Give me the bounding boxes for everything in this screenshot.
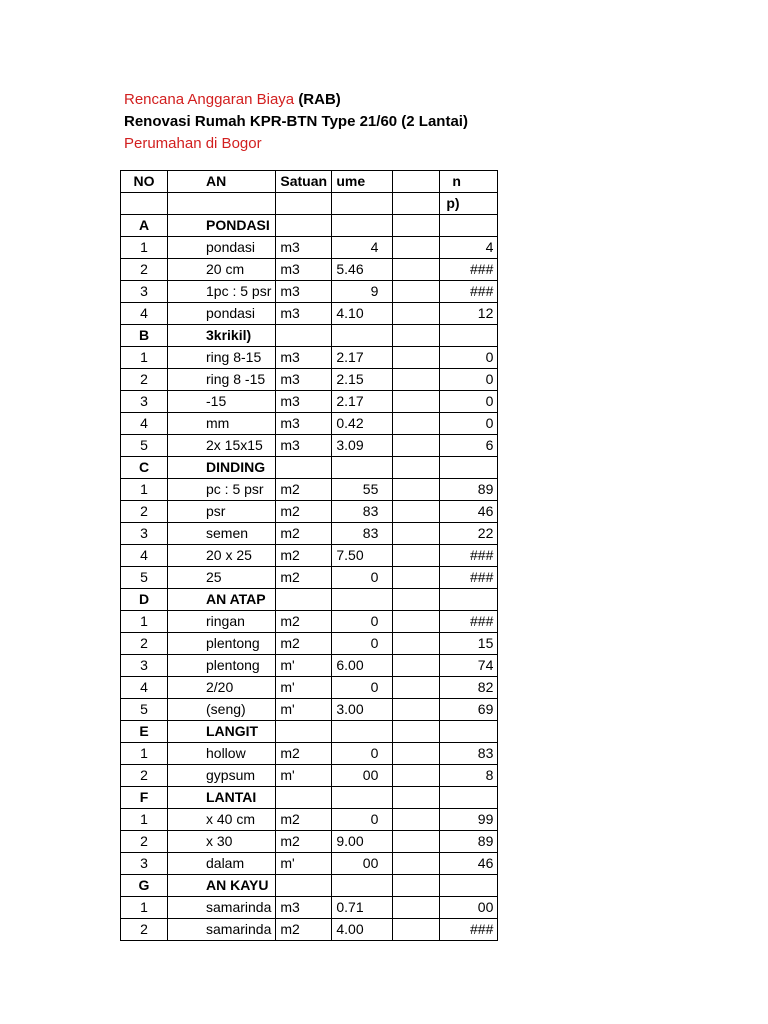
- cell-no: 1: [121, 743, 168, 765]
- cell-price: [393, 413, 440, 435]
- cell-unit: m3: [276, 237, 332, 259]
- cell-item: ring 8 -15: [168, 369, 276, 391]
- cell-total: ###: [440, 611, 498, 633]
- cell-no: 1: [121, 479, 168, 501]
- cell-no: D: [121, 589, 168, 611]
- cell-no: G: [121, 875, 168, 897]
- cell-volume: 00: [332, 853, 393, 875]
- col-header-total: n: [440, 171, 498, 193]
- table-row: [121, 347, 498, 369]
- cell-unit: m': [276, 765, 332, 787]
- cell-no: B: [121, 325, 168, 347]
- cell-unit: [276, 457, 332, 479]
- cell-total: 99: [440, 809, 498, 831]
- cell-no: 5: [121, 699, 168, 721]
- cell-item: PONDASI: [168, 215, 276, 237]
- cell-price: [393, 479, 440, 501]
- cell-total: 15: [440, 633, 498, 655]
- cell-unit: [276, 875, 332, 897]
- col-header-price: [393, 171, 440, 193]
- cell-item: hollow: [168, 743, 276, 765]
- cell-item: ring 8-15: [168, 347, 276, 369]
- cell-price: [393, 677, 440, 699]
- cell-unit: m3: [276, 369, 332, 391]
- subheader-cell: [393, 193, 440, 215]
- cell-total: 82: [440, 677, 498, 699]
- cell-total: [440, 787, 498, 809]
- cell-item: semen: [168, 523, 276, 545]
- cell-no: 4: [121, 545, 168, 567]
- location: Perumahan di Bogor: [124, 135, 262, 152]
- cell-volume: 2.17: [332, 347, 393, 369]
- cell-total: 0: [440, 347, 498, 369]
- table-row: [121, 303, 498, 325]
- table-subheader-row: [121, 193, 498, 215]
- table-row: [121, 237, 498, 259]
- table-row: [121, 655, 498, 677]
- cell-no: 3: [121, 523, 168, 545]
- cell-total: [440, 589, 498, 611]
- title-text: Rencana Anggaran Biaya: [124, 91, 295, 108]
- cell-item: x 40 cm: [168, 809, 276, 831]
- cell-total: 4: [440, 237, 498, 259]
- cell-item: mm: [168, 413, 276, 435]
- cell-total: ###: [440, 259, 498, 281]
- cell-price: [393, 281, 440, 303]
- cell-no: 5: [121, 567, 168, 589]
- table-row: [121, 501, 498, 523]
- cell-price: [393, 699, 440, 721]
- cell-volume: 55: [332, 479, 393, 501]
- cell-price: [393, 809, 440, 831]
- cell-total: 89: [440, 479, 498, 501]
- cell-volume: 3.09: [332, 435, 393, 457]
- col-header-no: NO: [121, 171, 168, 193]
- cell-unit: m3: [276, 347, 332, 369]
- subtitle: Renovasi Rumah KPR-BTN Type 21/60 (2 Lantai): [124, 113, 468, 130]
- table-row: [121, 545, 498, 567]
- cell-total: ###: [440, 545, 498, 567]
- cell-price: [393, 325, 440, 347]
- table-row: [121, 897, 498, 919]
- document-header: [124, 89, 468, 155]
- cell-no: 3: [121, 655, 168, 677]
- cell-volume: 9: [332, 281, 393, 303]
- cell-volume: [332, 215, 393, 237]
- cell-unit: m3: [276, 303, 332, 325]
- cell-item: AN ATAP: [168, 589, 276, 611]
- cell-total: 6: [440, 435, 498, 457]
- cell-volume: [332, 457, 393, 479]
- cell-no: 1: [121, 347, 168, 369]
- cell-price: [393, 853, 440, 875]
- table-row: [121, 633, 498, 655]
- cell-item: -15: [168, 391, 276, 413]
- cell-volume: 0.71: [332, 897, 393, 919]
- cell-volume: 5.46: [332, 259, 393, 281]
- cell-price: [393, 611, 440, 633]
- table-row: [121, 677, 498, 699]
- cell-price: [393, 567, 440, 589]
- cell-volume: 0: [332, 677, 393, 699]
- cell-no: 1: [121, 237, 168, 259]
- cell-price: [393, 369, 440, 391]
- cell-no: 4: [121, 413, 168, 435]
- cell-unit: [276, 325, 332, 347]
- cell-total: 74: [440, 655, 498, 677]
- cell-price: [393, 721, 440, 743]
- cell-unit: [276, 215, 332, 237]
- cell-item: 20 cm: [168, 259, 276, 281]
- title-line: [124, 89, 468, 111]
- subheader-cell: p): [440, 193, 498, 215]
- cell-price: [393, 655, 440, 677]
- section-row: [121, 325, 498, 347]
- cell-unit: m3: [276, 435, 332, 457]
- cell-volume: 2.17: [332, 391, 393, 413]
- cell-price: [393, 259, 440, 281]
- cell-unit: [276, 721, 332, 743]
- subheader-cell: [168, 193, 276, 215]
- cell-volume: 0.42: [332, 413, 393, 435]
- table-row: [121, 699, 498, 721]
- cell-no: E: [121, 721, 168, 743]
- cell-no: 2: [121, 501, 168, 523]
- cell-item: 3krikil): [168, 325, 276, 347]
- cell-price: [393, 391, 440, 413]
- table-row: [121, 611, 498, 633]
- cell-volume: 9.00: [332, 831, 393, 853]
- cell-no: 3: [121, 391, 168, 413]
- cell-price: [393, 501, 440, 523]
- col-header-unit: Satuan: [276, 171, 332, 193]
- cell-item: psr: [168, 501, 276, 523]
- cell-volume: 4.10: [332, 303, 393, 325]
- cell-unit: [276, 589, 332, 611]
- cell-item: x 30: [168, 831, 276, 853]
- cell-item: 2/20: [168, 677, 276, 699]
- cell-no: 4: [121, 677, 168, 699]
- cell-no: 2: [121, 765, 168, 787]
- cell-total: [440, 721, 498, 743]
- cell-item: samarinda: [168, 897, 276, 919]
- cell-total: 00: [440, 897, 498, 919]
- cell-price: [393, 743, 440, 765]
- cell-volume: 83: [332, 523, 393, 545]
- cell-no: 2: [121, 633, 168, 655]
- cell-no: 5: [121, 435, 168, 457]
- cell-total: 22: [440, 523, 498, 545]
- cell-no: 1: [121, 809, 168, 831]
- cell-volume: 0: [332, 567, 393, 589]
- cell-unit: m2: [276, 809, 332, 831]
- cell-unit: m2: [276, 611, 332, 633]
- cell-unit: m2: [276, 501, 332, 523]
- cell-unit: m2: [276, 919, 332, 941]
- table-row: [121, 281, 498, 303]
- cell-price: [393, 215, 440, 237]
- table-row: [121, 853, 498, 875]
- cell-item: 20 x 25: [168, 545, 276, 567]
- cell-no: 3: [121, 281, 168, 303]
- cell-unit: m': [276, 677, 332, 699]
- cell-volume: [332, 787, 393, 809]
- col-header-volume: ume: [332, 171, 393, 193]
- cell-total: 12: [440, 303, 498, 325]
- table-row: [121, 765, 498, 787]
- cell-volume: 0: [332, 611, 393, 633]
- cell-volume: 2.15: [332, 369, 393, 391]
- col-header-item: AN: [168, 171, 276, 193]
- table-row: [121, 831, 498, 853]
- cell-item: samarinda: [168, 919, 276, 941]
- cell-unit: m': [276, 655, 332, 677]
- cell-item: 2x 15x15: [168, 435, 276, 457]
- cell-item: pc : 5 psr: [168, 479, 276, 501]
- cell-total: 89: [440, 831, 498, 853]
- section-row: [121, 721, 498, 743]
- cell-unit: m3: [276, 391, 332, 413]
- cell-total: 0: [440, 413, 498, 435]
- cell-unit: m3: [276, 897, 332, 919]
- cell-volume: 7.50: [332, 545, 393, 567]
- section-row: [121, 215, 498, 237]
- cell-total: 83: [440, 743, 498, 765]
- cell-total: ###: [440, 567, 498, 589]
- table-row: [121, 523, 498, 545]
- table-row: [121, 369, 498, 391]
- cell-price: [393, 897, 440, 919]
- table-row: [121, 743, 498, 765]
- cell-no: 1: [121, 897, 168, 919]
- cell-volume: 0: [332, 743, 393, 765]
- cell-price: [393, 523, 440, 545]
- cell-total: ###: [440, 919, 498, 941]
- cell-item: 1pc : 5 psr: [168, 281, 276, 303]
- title-abbrev: (RAB): [298, 91, 341, 108]
- cell-price: [393, 787, 440, 809]
- table-row: [121, 809, 498, 831]
- cell-total: 0: [440, 369, 498, 391]
- budget-table: [120, 170, 498, 941]
- cell-volume: 4: [332, 237, 393, 259]
- cell-total: ###: [440, 281, 498, 303]
- cell-item: ringan: [168, 611, 276, 633]
- cell-item: pondasi: [168, 303, 276, 325]
- cell-volume: [332, 589, 393, 611]
- cell-price: [393, 303, 440, 325]
- cell-price: [393, 589, 440, 611]
- cell-price: [393, 237, 440, 259]
- cell-no: 2: [121, 919, 168, 941]
- table-row: [121, 479, 498, 501]
- cell-total: 46: [440, 853, 498, 875]
- cell-volume: 3.00: [332, 699, 393, 721]
- cell-unit: m': [276, 699, 332, 721]
- section-row: [121, 875, 498, 897]
- cell-no: F: [121, 787, 168, 809]
- table-row: [121, 413, 498, 435]
- cell-unit: m2: [276, 633, 332, 655]
- cell-unit: m': [276, 853, 332, 875]
- cell-item: (seng): [168, 699, 276, 721]
- cell-item: DINDING: [168, 457, 276, 479]
- cell-unit: [276, 787, 332, 809]
- cell-no: 1: [121, 611, 168, 633]
- cell-total: [440, 325, 498, 347]
- section-row: [121, 457, 498, 479]
- cell-volume: 83: [332, 501, 393, 523]
- cell-item: 25: [168, 567, 276, 589]
- cell-volume: 00: [332, 765, 393, 787]
- table-row: [121, 919, 498, 941]
- cell-unit: m2: [276, 479, 332, 501]
- cell-no: A: [121, 215, 168, 237]
- cell-price: [393, 765, 440, 787]
- cell-unit: m2: [276, 545, 332, 567]
- table-row: [121, 259, 498, 281]
- cell-volume: [332, 721, 393, 743]
- cell-item: LANGIT: [168, 721, 276, 743]
- cell-no: 2: [121, 259, 168, 281]
- cell-volume: 6.00: [332, 655, 393, 677]
- cell-total: [440, 457, 498, 479]
- cell-price: [393, 545, 440, 567]
- subheader-cell: [276, 193, 332, 215]
- cell-price: [393, 435, 440, 457]
- cell-no: 3: [121, 853, 168, 875]
- cell-unit: m2: [276, 831, 332, 853]
- budget-table-body: [121, 171, 498, 941]
- section-row: [121, 589, 498, 611]
- cell-volume: 0: [332, 809, 393, 831]
- subheader-cell: [332, 193, 393, 215]
- table-row: [121, 391, 498, 413]
- cell-total: [440, 875, 498, 897]
- cell-no: 4: [121, 303, 168, 325]
- cell-unit: m3: [276, 413, 332, 435]
- table-header-row: [121, 171, 498, 193]
- table-row: [121, 435, 498, 457]
- cell-no: C: [121, 457, 168, 479]
- cell-price: [393, 831, 440, 853]
- cell-total: 8: [440, 765, 498, 787]
- cell-total: 46: [440, 501, 498, 523]
- cell-volume: [332, 325, 393, 347]
- cell-no: 2: [121, 831, 168, 853]
- cell-item: gypsum: [168, 765, 276, 787]
- cell-volume: [332, 875, 393, 897]
- cell-unit: m3: [276, 259, 332, 281]
- section-row: [121, 787, 498, 809]
- cell-total: [440, 215, 498, 237]
- cell-price: [393, 347, 440, 369]
- cell-item: pondasi: [168, 237, 276, 259]
- cell-volume: 0: [332, 633, 393, 655]
- cell-item: plentong: [168, 633, 276, 655]
- cell-unit: m2: [276, 743, 332, 765]
- cell-item: plentong: [168, 655, 276, 677]
- table-row: [121, 567, 498, 589]
- cell-unit: m3: [276, 281, 332, 303]
- cell-price: [393, 457, 440, 479]
- cell-price: [393, 633, 440, 655]
- cell-price: [393, 919, 440, 941]
- subheader-cell: [121, 193, 168, 215]
- cell-total: 0: [440, 391, 498, 413]
- cell-unit: m2: [276, 567, 332, 589]
- cell-item: AN KAYU: [168, 875, 276, 897]
- cell-price: [393, 875, 440, 897]
- cell-item: LANTAI: [168, 787, 276, 809]
- cell-total: 69: [440, 699, 498, 721]
- cell-unit: m2: [276, 523, 332, 545]
- cell-volume: 4.00: [332, 919, 393, 941]
- cell-no: 2: [121, 369, 168, 391]
- cell-item: dalam: [168, 853, 276, 875]
